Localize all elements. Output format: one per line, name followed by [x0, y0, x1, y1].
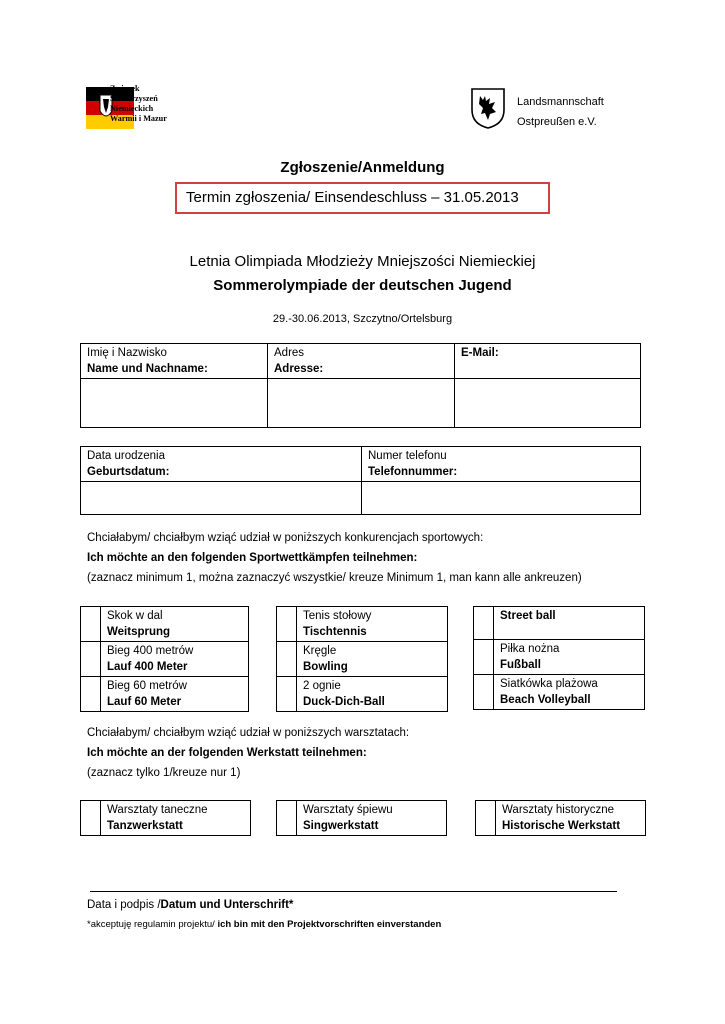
workshop-checkbox[interactable]: [277, 801, 297, 836]
sport-option: Piłka nożna Fußball: [494, 640, 645, 675]
workshop-label: Warsztaty śpiewu Singwerkstatt: [297, 801, 447, 836]
sport-option: Bieg 60 metrów Lauf 60 Meter: [101, 677, 249, 712]
signature-line[interactable]: [90, 891, 617, 892]
sport-checkbox[interactable]: [277, 677, 297, 712]
sport-checkbox[interactable]: [474, 675, 494, 710]
sport-checkbox[interactable]: [81, 642, 101, 677]
left-organization-logo: [86, 84, 206, 130]
sport-option: Bieg 400 metrów Lauf 400 Meter: [101, 642, 249, 677]
sport-checkbox[interactable]: [81, 677, 101, 712]
sport-checkbox[interactable]: [81, 607, 101, 642]
sport-option: 2 ognie Duck-Dich-Ball: [297, 677, 448, 712]
birth-phone-table: [80, 446, 641, 515]
signature-label: Data i podpis /Datum und Unterschrift*: [87, 899, 294, 911]
right-organization-name: Landsmannschaft Ostpreußen e.V.: [517, 96, 604, 128]
event-name-pl: Letnia Olimpiada Młodzieży Mniejszości Niemieckiej: [189, 253, 536, 270]
sport-option: Kręgle Bowling: [297, 642, 448, 677]
sport-checkbox[interactable]: [474, 640, 494, 675]
workshops-intro: Chciałabym/ chciałbym wziąć udział w poniższych warsztatach: Ich möchte an der folgenden Werkstatt teilnehmen: (zaznacz tylko 1/kreuze nur 1): [87, 727, 410, 779]
sport-checkbox[interactable]: [474, 607, 494, 640]
address-header: Adres Adresse:: [268, 344, 455, 379]
email-field[interactable]: [455, 379, 641, 428]
name-header: Imię i Nazwisko Name und Nachname:: [81, 344, 268, 379]
sport-option: Street ball: [494, 607, 645, 640]
event-date-place: 29.-30.06.2013, Szczytno/Ortelsburg: [272, 313, 453, 325]
sport-checkbox[interactable]: [277, 642, 297, 677]
workshop-label: Warsztaty taneczne Tanzwerkstatt: [101, 801, 251, 836]
workshop-label: Warsztaty historyczne Historische Werkstatt: [496, 801, 646, 836]
sport-checkbox[interactable]: [277, 607, 297, 642]
email-header: E-Mail:: [455, 344, 641, 379]
sport-option: Siatkówka plażowa Beach Volleyball: [494, 675, 645, 710]
workshop-option-history: [475, 800, 646, 836]
sport-option: Skok w dal Weitsprung: [101, 607, 249, 642]
workshop-checkbox[interactable]: [81, 801, 101, 836]
terms-footnote: *akceptuję regulamin projektu/ ich bin mit den Projektvorschriften einverstanden: [87, 919, 442, 930]
phone-header: Numer telefonu Telefonnummer:: [362, 447, 641, 482]
sports-column-2: [276, 606, 448, 712]
sports-column-3: [473, 606, 645, 710]
event-name-de: Sommerolympiade der deutschen Jugend: [213, 277, 512, 294]
name-field[interactable]: [81, 379, 268, 428]
birthdate-field[interactable]: [81, 482, 362, 515]
left-organization-name: Związek Stowarzyszeń Niemieckich Warmii i Mazur: [110, 84, 167, 123]
personal-data-table: [80, 343, 641, 428]
address-field[interactable]: [268, 379, 455, 428]
workshop-option-dance: [80, 800, 251, 836]
birthdate-header: Data urodzenia Geburtsdatum:: [81, 447, 362, 482]
sports-column-1: [80, 606, 249, 712]
elk-shield-icon: [468, 86, 508, 130]
phone-field[interactable]: [362, 482, 641, 515]
page-title: Zgłoszenie/Anmeldung: [280, 159, 445, 176]
workshop-option-singing: [276, 800, 447, 836]
workshop-checkbox[interactable]: [476, 801, 496, 836]
deadline-box: Termin zgłoszenia/ Einsendeschluss – 31.05.2013: [175, 182, 550, 214]
sport-option: Tenis stołowy Tischtennis: [297, 607, 448, 642]
sports-intro: Chciałabym/ chciałbym wziąć udział w poniższych konkurencjach sportowych: Ich möchte an den folgenden Sportwettkämpfen teilnehmen: (zaznacz minimum 1, można zaznaczyć wszystkie/ kreuze Minimum 1, man kann alle ankreuzen): [87, 532, 582, 584]
